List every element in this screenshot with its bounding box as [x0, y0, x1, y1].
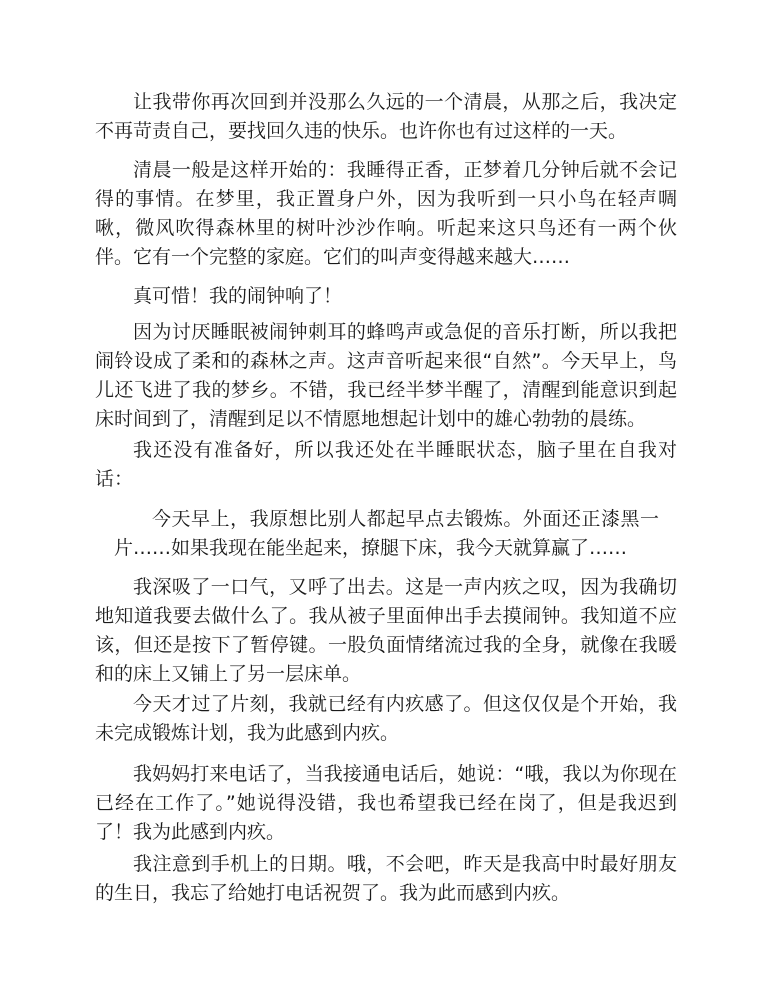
paragraph-3: 真可惜！我的闹钟响了！ [133, 285, 343, 307]
paragraph-1: 让我带你再次回到并没那么久远的一个清晨，从那之后，我决定不再苛责自己，要找回久违的快乐。也许你也有过这样的一天。 [95, 91, 677, 142]
paragraph-8: 今天才过了片刻，我就已经有内疚感了。但这仅仅是个开始，我未完成锻炼计划，我为此感到内疚。 [95, 693, 677, 744]
paragraph-7: 我深吸了一口气，又呼了出去。这是一声内疚之叹，因为我确切地知道我要去做什么了。我从被子里面伸出手去摸闹钟。我知道不应该，但还是按下了暂停键。一股负面情绪流过我的全身，就像在我暖和的床上又铺上了另一层床单。 [95, 576, 677, 685]
paragraph-9: 我妈妈打来电话了，当我接通电话后，她说：“哦，我以为你现在已经在工作了。”她说得没错，我也希望我已经在岗了，但是我迟到了！我为此感到内疚。 [95, 763, 677, 843]
paragraph-4: 因为讨厌睡眠被闹钟刺耳的蜂鸣声或急促的音乐打断，所以我把闹铃设成了柔和的森林之声。这声音听起来很“自然”。今天早上，鸟儿还飞进了我的梦乡。不错，我已经半梦半醒了，清醒到能意识到起床时间到了，清醒到足以不情愿地想起计划中的雄心勃勃的晨练。 [95, 321, 677, 430]
paragraph-5: 我还没有准备好，所以我还处在半睡眠状态，脑子里在自我对话： [95, 439, 677, 490]
inner-monologue-quote: 今天早上，我原想比别人都起早点去锻炼。外面还正漆黑一片……如果我现在能坐起来，撩腿下床，我今天就算赢了…… [114, 508, 659, 559]
paragraph-2: 清晨一般是这样开始的：我睡得正香，正梦着几分钟后就不会记得的事情。在梦里，我正置身户外，因为我听到一只小鸟在轻声啁啾，微风吹得森林里的树叶沙沙作响。听起来这只鸟还有一两个伙伴。它有一个完整的家庭。它们的叫声变得越来越大…… [95, 159, 677, 268]
paragraph-10: 我注意到手机上的日期。哦，不会吧，昨天是我高中时最好朋友的生日，我忘了给她打电话祝贺了。我为此而感到内疚。 [95, 853, 677, 904]
